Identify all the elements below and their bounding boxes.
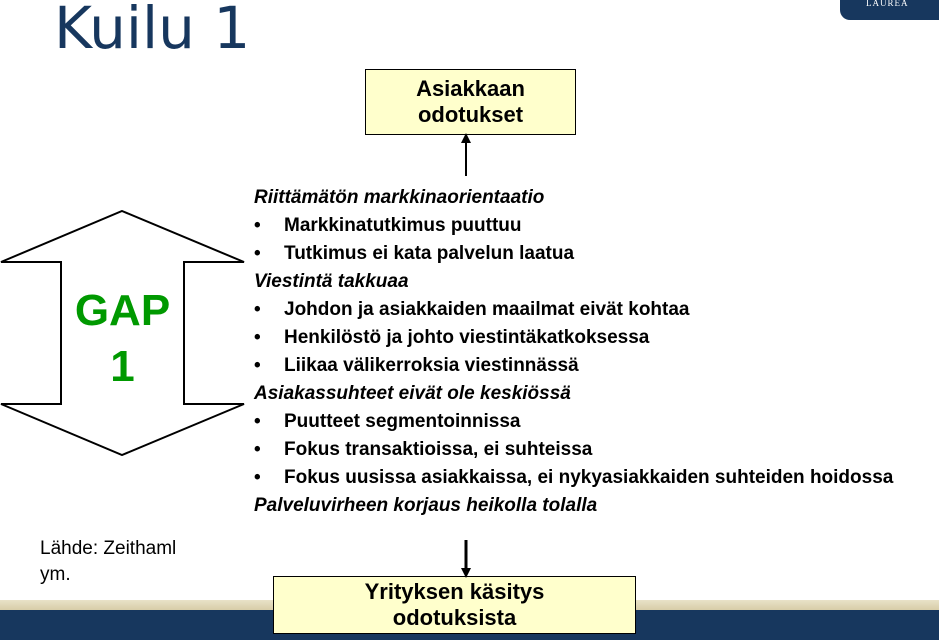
arrow-up-to-expectations	[458, 133, 474, 177]
gap-label	[60, 283, 185, 395]
bullet-item	[254, 408, 934, 436]
bullet-text: Fokus uusissa asiakkaissa, ei nykyasiakkaiden suhteiden hoidossa	[284, 467, 894, 488]
bullet-text: Johdon ja asiakkaiden maailmat eivät kohtaa	[284, 299, 690, 320]
section-heading: Asiakassuhteet eivät ole keskiössä	[254, 383, 571, 404]
gap-label-line1: GAP	[74, 286, 171, 335]
bullet-item	[254, 436, 934, 464]
bullet-item	[254, 296, 934, 324]
bullet-dot-icon: •	[254, 355, 261, 376]
bullet-dot-icon: •	[254, 215, 261, 236]
bullet-text: Puutteet segmentoinnissa	[284, 411, 521, 432]
bullet-item	[254, 212, 934, 240]
customer-expectations-box	[365, 69, 576, 135]
customer-expectations-line2: odotukset	[417, 102, 524, 127]
bullet-dot-icon: •	[254, 299, 261, 320]
gap-label-line2: 1	[110, 342, 135, 391]
bullet-text: Liikaa välikerroksia viestinnässä	[284, 355, 579, 376]
company-perception-line1: Yrityksen käsitys	[364, 579, 545, 604]
company-perception-box	[273, 576, 636, 634]
bullet-item	[254, 324, 934, 352]
bullet-text: Fokus transaktioissa, ei suhteissa	[284, 439, 593, 460]
customer-expectations-line1: Asiakkaan	[416, 76, 525, 101]
bullet-dot-icon: •	[254, 243, 261, 264]
bullet-item	[254, 240, 934, 268]
laurea-logo	[840, 0, 939, 20]
bullet-dot-icon: •	[254, 439, 261, 460]
bullet-text: Markkinatutkimus puuttuu	[284, 215, 522, 236]
section-heading: Palveluvirheen korjaus heikolla tolalla	[254, 495, 598, 516]
bullet-dot-icon: •	[254, 327, 261, 348]
slide-title: Kuilu 1	[54, 0, 251, 62]
section-heading: Riittämätön markkinaorientaatio	[254, 187, 545, 208]
bullet-dot-icon: •	[254, 411, 261, 432]
arrow-down-to-company	[458, 540, 474, 580]
gap-causes-list	[254, 184, 934, 520]
bullet-text: Tutkimus ei kata palvelun laatua	[284, 243, 575, 264]
bullet-item	[254, 464, 934, 492]
bullet-dot-icon: •	[254, 467, 261, 488]
section-heading: Viestintä takkuaa	[254, 271, 409, 292]
company-perception-line2: odotuksista	[392, 605, 517, 630]
source-note: Lähde: Zeithaml ym.	[40, 538, 177, 585]
bullet-text: Henkilöstö ja johto viestintäkatkoksessa	[284, 327, 650, 348]
bullet-item	[254, 352, 934, 380]
logo-text: LAUREA	[866, 0, 909, 8]
